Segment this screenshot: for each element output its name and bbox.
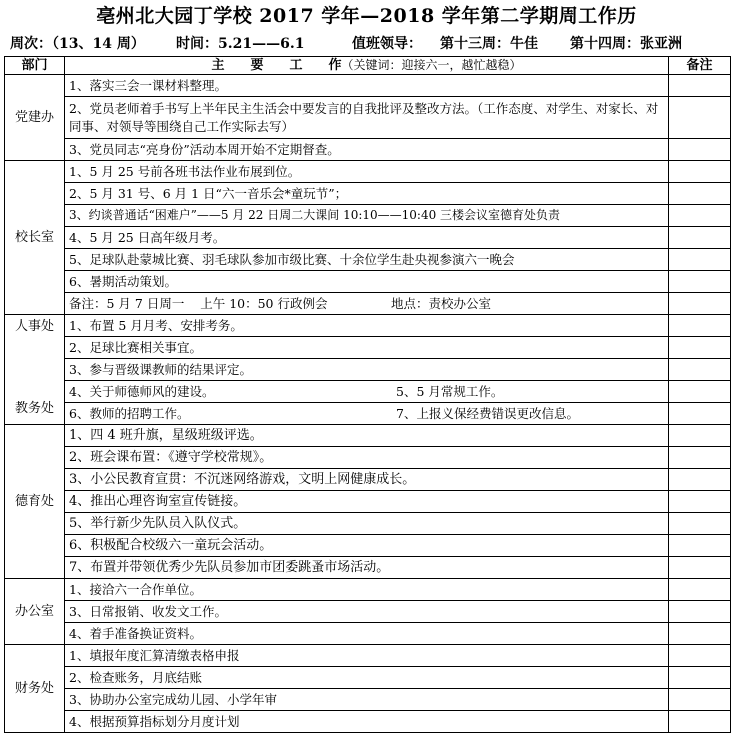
note-cell [669,557,731,579]
dept-personnel: 人事处 [14,319,54,334]
note-cell [669,315,731,337]
list-item: 3、党员同志“亮身份”活动本周开始不定期督查。 [65,139,669,161]
keywords-label: （关键词：迎接六一，越忙越稳） [341,58,522,72]
list-item [65,403,669,425]
note-cell [669,645,731,667]
table-row [5,205,731,227]
table-row [5,689,731,711]
list-item: 1、四 4 班升旗，星级班级评选。 [65,425,669,447]
table-row [5,579,731,601]
list-item: 1、接洽六一合作单位。 [65,579,669,601]
list-item: 3、日常报销、收发文工作。 [65,601,669,623]
list-item: 6、暑期活动策划。 [65,271,669,293]
table-row [5,491,731,513]
note-cell [669,249,731,271]
list-item: 5、举行新少先队员入队仪式。 [65,513,669,535]
note-cell [669,601,731,623]
table-row [5,469,731,491]
work-calendar-table [4,56,731,733]
list-item: 1、落实三会一课材料整理。 [65,75,669,97]
list-item-right: 7、上报义保经费错误更改信息。 [396,406,579,421]
table-row [5,645,731,667]
dept-moral: 德育处 [5,425,65,579]
list-item [65,381,669,403]
table-row [5,161,731,183]
list-item: 2、检查账务，月底结账 [65,667,669,689]
list-item: 1、填报年度汇算清缴表格申报 [65,645,669,667]
table-row [5,315,731,337]
time-label: 时间：5.21——6.1 [176,36,305,52]
list-item: 3、协助办公室完成幼儿园、小学年审 [65,689,669,711]
note-cell [669,623,731,645]
dept-academic: 教务处 [14,401,54,416]
note-cell [669,227,731,249]
note-cell [669,469,731,491]
note-cell [669,513,731,535]
list-item: 2、5 月 31 号、6 月 1 日“六一音乐会*童玩节”； [65,183,669,205]
note-header: 备注 [669,57,731,75]
list-item: 4、根据预算指标划分月度计划 [65,711,669,733]
note-cell [669,359,731,381]
note-cell [669,293,731,315]
table-row [5,667,731,689]
list-item-left: 4、关于师德师风的建设。 [69,384,215,399]
list-item: 7、布置并带领优秀少先队员参加市团委跳蚤市场活动。 [65,557,669,579]
note-cell [669,161,731,183]
list-item: 3、小公民教育宣贯：不沉迷网络游戏，文明上网健康成长。 [65,469,669,491]
table-header-row [5,57,731,75]
meeting-note: 备注：5 月 7 日周一 上午 10：50 行政例会 地点：责校办公室 [65,293,669,315]
table-row [5,359,731,381]
week-label: 周次：（13、14 周） [10,36,145,52]
table-row [5,623,731,645]
dept-office: 办公室 [5,579,65,645]
dept-party: 党建办 [5,75,65,161]
list-item: 2、党员老师着手书写上半年民主生活会中要发言的自我批评及整改方法。（工作态度、对学生、对家长、对同事、对领导等围绕自己工作实际去写） [65,97,669,139]
schedule-subheader [0,33,733,55]
note-cell [669,491,731,513]
list-item: 3、参与晋级课教师的结果评定。 [65,359,669,381]
note-cell [669,403,731,425]
list-item-left: 6、教师的招聘工作。 [69,406,190,421]
note-cell [669,535,731,557]
table-row [5,447,731,469]
list-item: 3、约谈普通话“困难户”——5 月 22 日周二大课间 10:10——10:40 三楼会议室德育处负责 [65,205,669,227]
note-cell [669,425,731,447]
week13-leader: 第十三周：牛佳 [440,36,538,52]
dept-header: 部门 [5,57,65,75]
table-row [5,97,731,139]
list-item: 5、足球队赴蒙城比赛、羽毛球队参加市级比赛、十余位学生赴央视参演六一晚会 [65,249,669,271]
dept-principal: 校长室 [5,161,65,315]
table-row [5,381,731,403]
table-row [5,425,731,447]
main-work-header [65,57,669,75]
note-cell [669,579,731,601]
list-item: 4、5 月 25 日高年级月考。 [65,227,669,249]
table-row [5,271,731,293]
table-row [5,183,731,205]
note-cell [669,75,731,97]
note-cell [669,205,731,227]
dept-finance: 财务处 [5,645,65,733]
table-row [5,293,731,315]
duty-leader-label: 值班领导： [352,36,422,52]
table-row [5,227,731,249]
table-row [5,403,731,425]
note-cell [669,689,731,711]
list-item-right: 5、5 月常规工作。 [396,384,504,399]
note-cell [669,381,731,403]
table-row [5,513,731,535]
note-cell [669,711,731,733]
dept-personnel-academic [5,315,65,425]
table-row [5,711,731,733]
table-row [5,337,731,359]
list-item: 6、积极配合校级六一童玩会活动。 [65,535,669,557]
table-row [5,557,731,579]
table-row [5,535,731,557]
note-cell [669,183,731,205]
list-item: 2、足球比赛相关事宜。 [65,337,669,359]
note-cell [669,139,731,161]
list-item: 4、着手准备换证资料。 [65,623,669,645]
note-cell [669,447,731,469]
table-row [5,601,731,623]
week14-leader: 第十四周：张亚洲 [570,36,682,52]
note-cell [669,271,731,293]
table-row [5,75,731,97]
page-title: 亳州北大园丁学校 2017 学年—2018 学年第二学期周工作历 [96,5,637,27]
list-item: 1、布置 5 月月考、安排考务。 [65,315,669,337]
note-cell [669,667,731,689]
note-cell [669,97,731,139]
list-item: 4、推出心理咨询室宣传链接。 [65,491,669,513]
list-item: 1、5 月 25 号前各班书法作业布展到位。 [65,161,669,183]
table-row [5,249,731,271]
list-item: 2、班会课布置：《遵守学校常规》。 [65,447,669,469]
note-cell [669,337,731,359]
table-row [5,139,731,161]
main-work-header-label: 主 要 工 作 [211,58,342,73]
